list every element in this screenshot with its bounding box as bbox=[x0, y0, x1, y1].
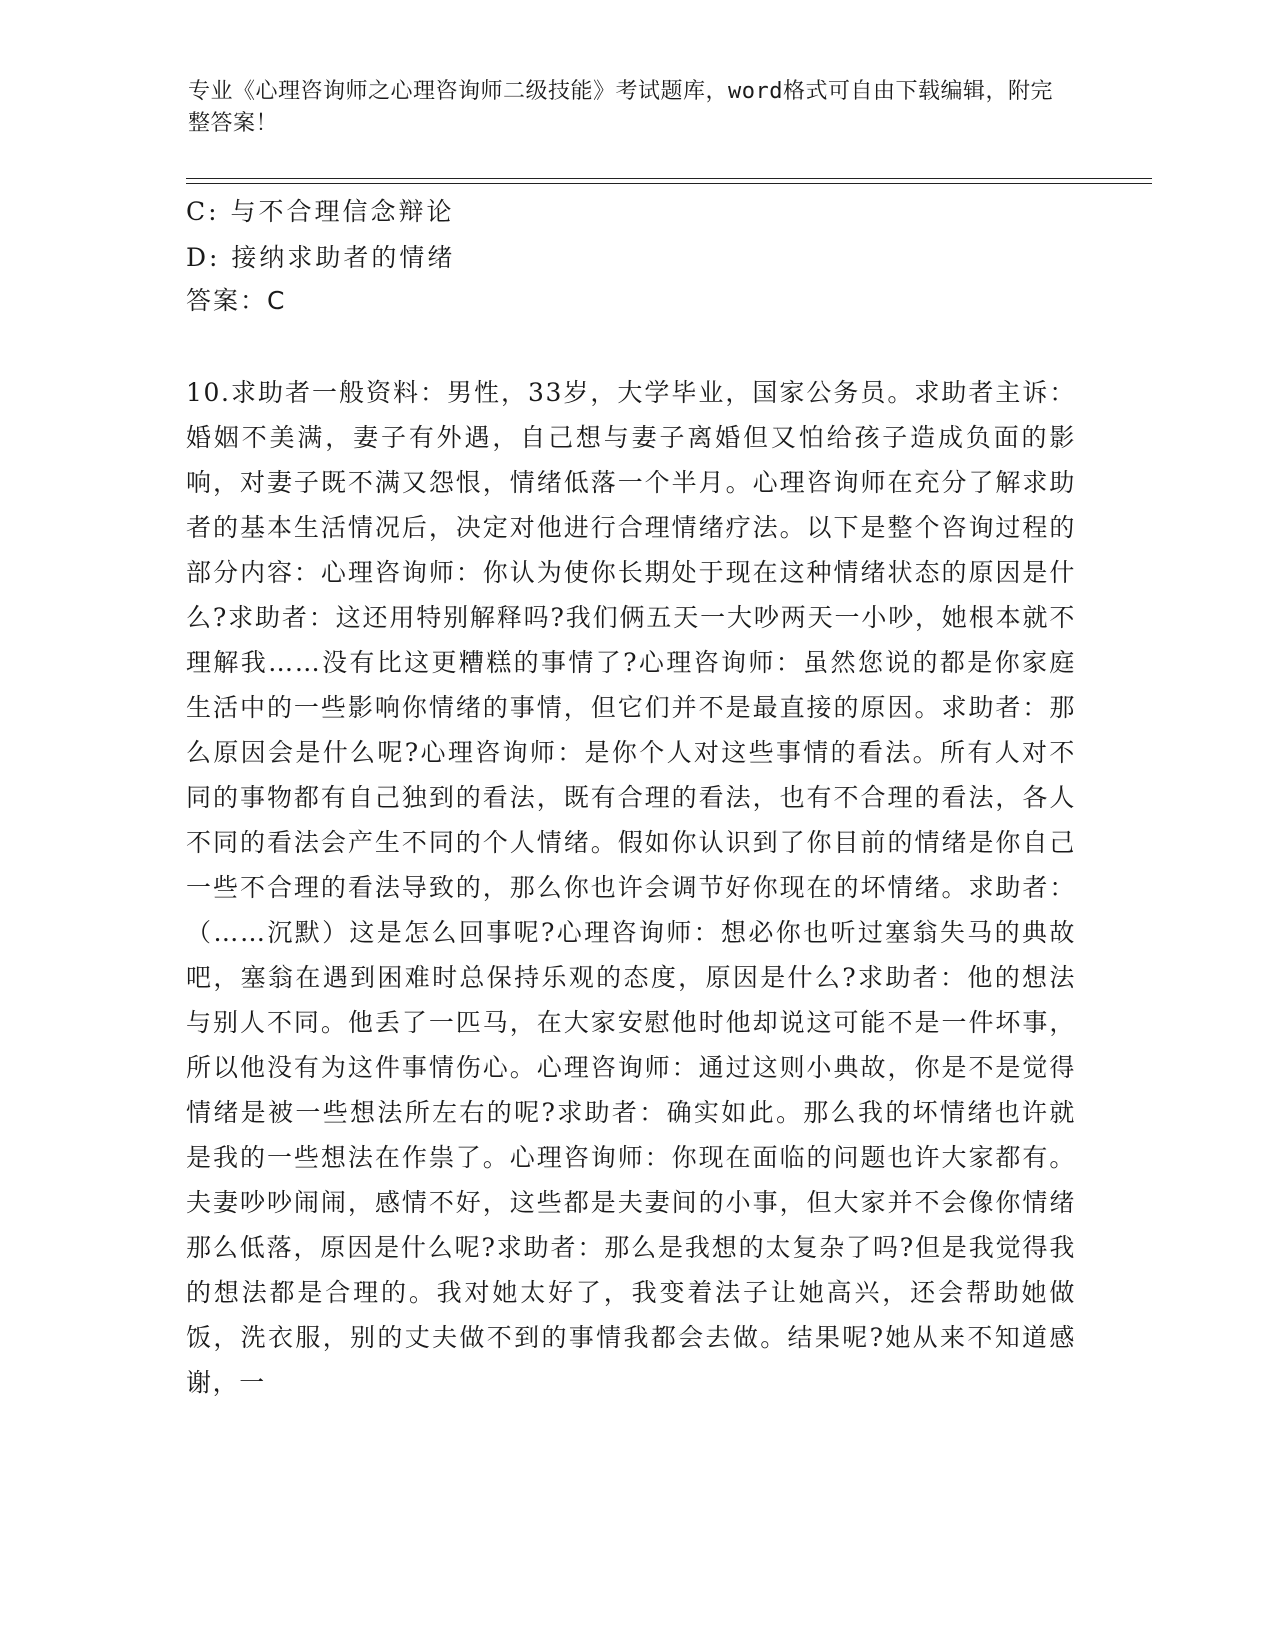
page-header: 专业《心理咨询师之心理咨询师二级技能》考试题库，word格式可自由下载编辑，附完整答案！ bbox=[188, 79, 1053, 136]
question-10-body: 10.求助者一般资料：男性，33岁，大学毕业，国家公务员。求助者主诉：婚姻不美满，妻子有外遇，自己想与妻子离婚但又怕给孩子造成负面的影响，对妻子既不满又怨恨，情绪低落一个半月。心理咨询师在充分了解求助者的基本生活情况后，决定对他进行合理情绪疗法。以下是整个咨询过程的部分内容：心理咨询师：你认为使你长期处于现在这种情绪状态的原因是什么?求助者：这还用特别解释吗?我们俩五天一大吵两天一小吵，她根本就不理解我……没有比这更糟糕的事情了?心理咨询师：虽然您说的都是你家庭生活中的一些影响你情绪的事情，但它们并不是最直接的原因。求助者：那么原因会是什么呢?心理咨询师：是你个人对这些事情的看法。所有人对不同的事物都有自己独到的看法，既有合理的看法，也有不合理的看法，各人不同的看法会产生不同的个人情绪。假如你认识到了你目前的情绪是你自己一些不合理的看法导致的，那么你也许会调节好你现在的坏情绪。求助者：（……沉默）这是怎么回事呢?心理咨询师：想必你也听过塞翁失马的典故吧，塞翁在遇到困难时总保持乐观的态度，原因是什么?求助者：他的想法与别人不同。他丢了一匹马，在大家安慰他时他却说这可能不是一件坏事，所以他没有为这件事情伤心。心理咨询师：通过这则小典故，你是不是觉得情绪是被一些想法所左右的呢?求助者：确实如此。那么我的坏情绪也许就是我的一些想法在作祟了。心理咨询师：你现在面临的问题也许大家都有。夫妻吵吵闹闹，感情不好，这些都是夫妻间的小事，但大家并不会像你情绪那么低落，原因是什么呢?求助者：那么是我想的太复杂了吗?但是我觉得我的想法都是合理的。我对她太好了，我变着法子让她高兴，还会帮助她做饭，洗衣服，别的丈夫做不到的事情我都会去做。结果呢?她从来不知道感谢，一 bbox=[186, 378, 1076, 1397]
header-divider-secondary bbox=[186, 183, 1152, 184]
answer-key: 答案：C bbox=[186, 286, 287, 315]
option-c: C: 与不合理信念辩论 bbox=[186, 197, 455, 226]
option-d: D: 接纳求助者的情绪 bbox=[186, 243, 456, 272]
header-divider bbox=[186, 178, 1152, 179]
answer-options bbox=[186, 189, 455, 281]
